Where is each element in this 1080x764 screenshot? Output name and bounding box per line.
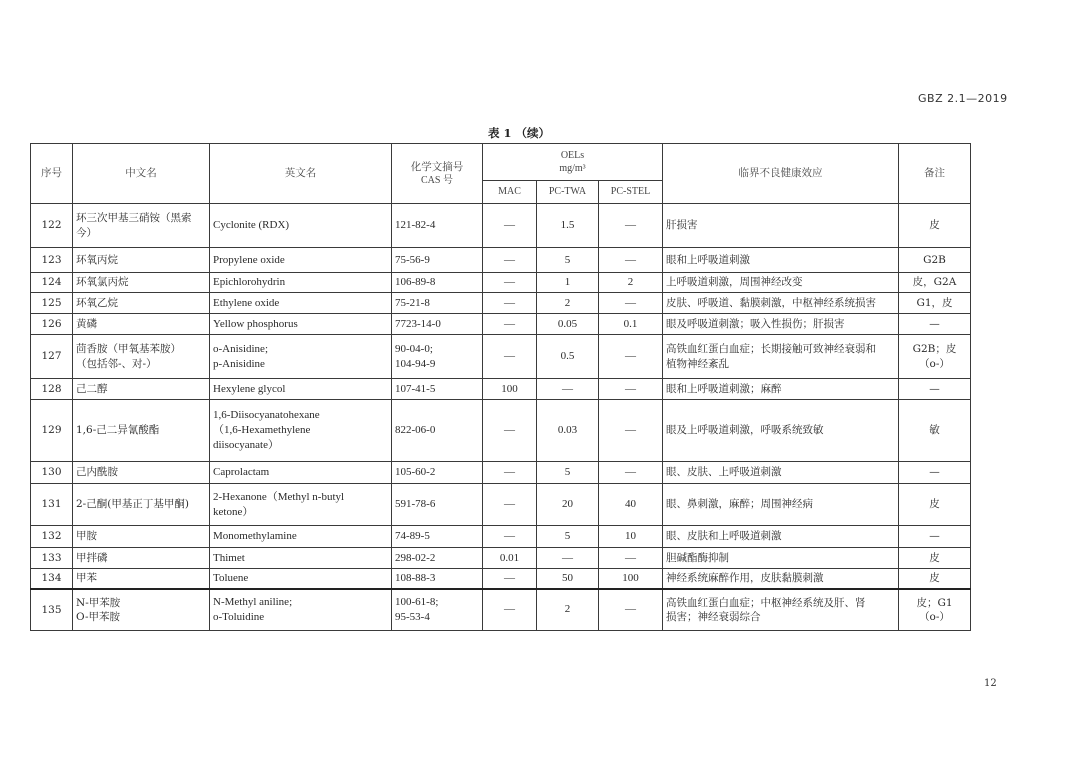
cell-pc-stel: [599, 379, 663, 400]
table-row: [31, 204, 971, 248]
cell-chinese-name-line: 甲拌磷: [76, 551, 108, 564]
cell-note-line: 皮: [929, 551, 940, 564]
header-english-name: 英文名: [210, 144, 392, 204]
cell-pc-stel-line: —: [625, 219, 636, 232]
cell-pc-twa-line: 50: [562, 571, 573, 584]
cell-pc-twa-line: 2: [564, 603, 571, 616]
cell-pc-twa: [537, 526, 599, 548]
cell-chinese-name: [73, 314, 210, 335]
table-row: [31, 548, 971, 569]
header-health-effect: 临界不良健康效应: [663, 144, 899, 204]
cell-english-name: [210, 462, 392, 484]
cell-no: [31, 400, 73, 462]
cell-mac-line: —: [504, 466, 515, 479]
cell-pc-stel: [599, 526, 663, 548]
cell-cas-line: 106-89-8: [395, 276, 436, 289]
cell-note-line: —: [929, 530, 940, 543]
header-pc-stel: PC-STEL: [599, 181, 663, 204]
table-row: [31, 589, 971, 631]
oel-table: [30, 143, 971, 631]
standard-code: GBZ 2.1—2019: [918, 92, 1008, 105]
cell-health-effect: [663, 589, 899, 631]
cell-mac: [483, 548, 537, 569]
cell-note: [899, 293, 971, 314]
cell-mac: [483, 273, 537, 293]
cell-cas-line: 95-53-4: [395, 610, 430, 623]
cell-english-name: [210, 569, 392, 589]
cell-pc-stel: [599, 462, 663, 484]
cell-pc-stel: [599, 204, 663, 248]
cell-mac-line: 100: [501, 382, 518, 395]
header-cas-line2: CAS 号: [421, 174, 453, 186]
cell-english-name: [210, 273, 392, 293]
cell-cas: [392, 548, 483, 569]
cell-health-effect-line: 神经系统麻醉作用，皮肤黏膜刺激: [666, 572, 824, 585]
cell-cas-line: 75-56-9: [395, 253, 430, 266]
cell-health-effect-line: 眼、鼻刺激，麻醉；周围神经病: [666, 498, 813, 511]
cell-mac-line: —: [504, 317, 515, 330]
cell-pc-stel-line: —: [625, 382, 636, 395]
table-row: [31, 484, 971, 526]
cell-pc-twa-line: 0.5: [560, 350, 575, 363]
cell-pc-twa-line: 0.05: [557, 317, 578, 330]
cell-english-name: [210, 548, 392, 569]
cell-english-name-line: p-Anisidine: [213, 357, 265, 370]
cell-chinese-name-line: 今）: [76, 226, 97, 239]
header-oels-unit: mg/m³: [559, 163, 586, 174]
cell-cas-line: 121-82-4: [395, 219, 436, 232]
cell-chinese-name-line: 环三次甲基三硝铵（黑索: [76, 212, 192, 225]
cell-mac-line: —: [504, 276, 515, 289]
cell-no-line: 128: [41, 382, 62, 395]
cell-chinese-name-line: 甲苯: [76, 572, 97, 585]
cell-chinese-name: [73, 569, 210, 589]
header-pc-twa: PC-TWA: [537, 181, 599, 204]
cell-no: [31, 484, 73, 526]
header-cas: [392, 144, 483, 204]
cell-pc-stel-line: —: [625, 551, 636, 564]
cell-english-name-line: Toluene: [213, 571, 249, 584]
cell-pc-stel: [599, 248, 663, 273]
cell-cas-line: 75-21-8: [395, 296, 430, 309]
cell-no: [31, 204, 73, 248]
cell-no-line: 133: [41, 551, 62, 564]
cell-health-effect: [663, 548, 899, 569]
cell-english-name: [210, 526, 392, 548]
cell-chinese-name: [73, 548, 210, 569]
cell-note-line: 皮；G1: [916, 596, 953, 609]
cell-pc-stel: [599, 484, 663, 526]
cell-pc-twa: [537, 314, 599, 335]
table-row: [31, 314, 971, 335]
cell-health-effect-line: 植物神经紊乱: [666, 357, 729, 370]
cell-no: [31, 248, 73, 273]
cell-english-name: [210, 204, 392, 248]
cell-mac: [483, 248, 537, 273]
cell-mac-line: —: [504, 219, 515, 232]
cell-chinese-name-line: 己内酰胺: [76, 466, 118, 479]
cell-mac: [483, 569, 537, 589]
cell-cas: [392, 526, 483, 548]
cell-mac-line: —: [504, 603, 515, 616]
cell-no: [31, 548, 73, 569]
cell-english-name-line: ketone）: [213, 505, 254, 518]
cell-english-name: [210, 589, 392, 631]
cell-chinese-name-line: （包括邻-、对-）: [76, 357, 157, 370]
cell-pc-twa: [537, 335, 599, 379]
cell-note-line: —: [929, 317, 940, 330]
cell-mac: [483, 589, 537, 631]
header-cas-line1: 化学文摘号: [410, 160, 464, 173]
cell-chinese-name: [73, 526, 210, 548]
cell-chinese-name-line: N-甲苯胺: [76, 596, 121, 609]
cell-health-effect-line: 眼、皮肤、上呼吸道刺激: [666, 466, 782, 479]
table-row: [31, 462, 971, 484]
cell-no: [31, 589, 73, 631]
cell-pc-twa-line: 20: [562, 498, 573, 511]
table-row: [31, 379, 971, 400]
cell-cas-line: 822-06-0: [395, 424, 436, 437]
cell-no: [31, 379, 73, 400]
cell-note: [899, 335, 971, 379]
cell-pc-twa-line: —: [562, 551, 573, 564]
cell-note: [899, 589, 971, 631]
cell-mac-line: —: [504, 350, 515, 363]
table-row: [31, 248, 971, 273]
cell-pc-twa-line: 5: [564, 253, 571, 266]
cell-cas-line: 104-94-9: [395, 357, 436, 370]
cell-english-name: [210, 335, 392, 379]
cell-no-line: 132: [41, 530, 62, 543]
cell-note: [899, 548, 971, 569]
cell-pc-twa: [537, 569, 599, 589]
cell-english-name-line: 2-Hexanone（Methyl n-butyl: [213, 490, 345, 503]
cell-english-name-line: Yellow phosphorus: [213, 317, 298, 330]
cell-pc-twa-line: —: [562, 382, 573, 395]
cell-pc-stel: [599, 293, 663, 314]
cell-chinese-name: [73, 462, 210, 484]
cell-pc-twa-line: 1: [564, 276, 571, 289]
cell-note: [899, 204, 971, 248]
cell-mac-line: —: [504, 296, 515, 309]
cell-health-effect-line: 肝损害: [666, 219, 698, 232]
cell-english-name: [210, 484, 392, 526]
cell-english-name-line: Cyclonite (RDX): [213, 219, 290, 232]
cell-note: [899, 569, 971, 589]
cell-health-effect-line: 高铁血红蛋白血症；中枢神经系统及肝、肾: [666, 596, 866, 609]
cell-pc-stel: [599, 589, 663, 631]
cell-note-line: G2B: [923, 253, 946, 266]
cell-mac: [483, 314, 537, 335]
cell-chinese-name-line: 环氧乙烷: [76, 296, 118, 309]
cell-health-effect: [663, 248, 899, 273]
cell-cas-line: 298-02-2: [395, 551, 436, 564]
cell-note: [899, 526, 971, 548]
cell-chinese-name-line: 环氧氯丙烷: [76, 276, 129, 289]
cell-mac: [483, 379, 537, 400]
cell-english-name-line: Caprolactam: [213, 466, 270, 479]
cell-cas: [392, 273, 483, 293]
cell-pc-stel-line: 40: [625, 498, 636, 511]
table-title: 表 1 （续）: [488, 126, 551, 140]
cell-english-name: [210, 248, 392, 273]
cell-health-effect: [663, 569, 899, 589]
cell-cas: [392, 589, 483, 631]
cell-pc-twa: [537, 548, 599, 569]
cell-english-name-line: Hexylene glycol: [213, 382, 286, 395]
cell-health-effect: [663, 462, 899, 484]
cell-pc-twa-line: 5: [564, 466, 571, 479]
cell-cas: [392, 462, 483, 484]
page-number: 12: [984, 678, 997, 689]
cell-pc-twa: [537, 204, 599, 248]
cell-english-name-line: Monomethylamine: [213, 530, 297, 543]
cell-english-name: [210, 400, 392, 462]
table-row: [31, 400, 971, 462]
cell-pc-stel: [599, 273, 663, 293]
cell-no-line: 129: [41, 424, 62, 437]
cell-no-line: 122: [41, 219, 62, 232]
cell-note: [899, 400, 971, 462]
cell-pc-twa-line: 1.5: [560, 219, 575, 232]
cell-mac-line: —: [504, 571, 515, 584]
cell-english-name-line: Epichlorohydrin: [213, 276, 286, 289]
cell-english-name: [210, 314, 392, 335]
cell-mac: [483, 335, 537, 379]
cell-mac: [483, 462, 537, 484]
cell-pc-twa: [537, 400, 599, 462]
cell-pc-stel-line: 2: [627, 276, 634, 289]
cell-cas: [392, 400, 483, 462]
cell-note-line: 敏: [929, 424, 940, 437]
cell-no: [31, 314, 73, 335]
header-no: 序号: [31, 144, 73, 204]
cell-no-line: 135: [41, 603, 62, 616]
cell-note: [899, 462, 971, 484]
cell-chinese-name-line: 环氧丙烷: [76, 253, 118, 266]
cell-cas-line: 105-60-2: [395, 466, 436, 479]
cell-health-effect: [663, 273, 899, 293]
cell-english-name-line: Ethylene oxide: [213, 296, 280, 309]
cell-chinese-name: [73, 248, 210, 273]
cell-note-line: —: [929, 466, 940, 479]
table-row: [31, 293, 971, 314]
cell-health-effect: [663, 314, 899, 335]
cell-no-line: 124: [41, 276, 62, 289]
cell-pc-twa: [537, 273, 599, 293]
cell-cas: [392, 335, 483, 379]
cell-pc-twa: [537, 589, 599, 631]
cell-english-name-line: Thimet: [213, 551, 245, 564]
cell-chinese-name-line: O-甲苯胺: [76, 610, 121, 623]
cell-note-line: G1，皮: [916, 296, 953, 309]
cell-cas-line: 108-88-3: [395, 571, 436, 584]
cell-health-effect: [663, 335, 899, 379]
cell-no: [31, 462, 73, 484]
cell-mac-line: —: [504, 424, 515, 437]
header-oels-line1: OELs: [560, 149, 585, 161]
cell-cas-line: 7723-14-0: [395, 317, 441, 330]
cell-english-name: [210, 379, 392, 400]
cell-cas: [392, 484, 483, 526]
cell-pc-stel-line: —: [625, 466, 636, 479]
cell-mac: [483, 204, 537, 248]
cell-health-effect: [663, 293, 899, 314]
table-body: [31, 204, 971, 631]
cell-english-name-line: o-Toluidine: [213, 610, 265, 623]
cell-mac-line: —: [504, 253, 515, 266]
cell-pc-stel-line: —: [625, 296, 636, 309]
cell-no-line: 131: [41, 498, 62, 511]
cell-pc-twa-line: 0.03: [557, 424, 578, 437]
cell-cas: [392, 569, 483, 589]
cell-no-line: 130: [41, 466, 62, 479]
cell-chinese-name: [73, 335, 210, 379]
cell-pc-twa: [537, 484, 599, 526]
cell-english-name-line: N-Methyl aniline;: [213, 595, 293, 608]
header-mac: MAC: [483, 181, 537, 204]
cell-note-line: 皮: [929, 498, 940, 511]
cell-pc-stel-line: —: [625, 424, 636, 437]
cell-note-line: 皮: [929, 219, 940, 232]
cell-health-effect-line: 眼和上呼吸道刺激；麻醉: [666, 382, 782, 395]
cell-health-effect: [663, 484, 899, 526]
cell-health-effect-line: 眼及呼吸道刺激；吸入性损伤；肝损害: [666, 317, 845, 330]
cell-chinese-name-line: 2-己酮(甲基正丁基甲酮): [76, 498, 189, 511]
cell-cas: [392, 314, 483, 335]
cell-health-effect-line: 上呼吸道刺激，周围神经改变: [666, 276, 803, 289]
cell-chinese-name: [73, 273, 210, 293]
cell-cas: [392, 204, 483, 248]
cell-health-effect-line: 眼及上呼吸道刺激，呼吸系统致敏: [666, 424, 824, 437]
cell-pc-twa-line: 2: [564, 296, 571, 309]
cell-no: [31, 273, 73, 293]
cell-mac: [483, 484, 537, 526]
cell-pc-stel: [599, 335, 663, 379]
cell-mac-line: —: [504, 498, 515, 511]
cell-note: [899, 248, 971, 273]
cell-health-effect-line: 损害；神经衰弱综合: [666, 610, 761, 623]
cell-no: [31, 569, 73, 589]
cell-english-name-line: （1,6-Hexamethylene: [213, 424, 311, 437]
header-chinese-name: 中文名: [73, 144, 210, 204]
cell-no-line: 134: [41, 572, 62, 585]
table-row: [31, 569, 971, 589]
cell-no-line: 123: [41, 253, 62, 266]
cell-cas: [392, 248, 483, 273]
header-oels: [483, 144, 663, 181]
table-row: [31, 273, 971, 293]
cell-mac: [483, 526, 537, 548]
cell-cas-line: 591-78-6: [395, 498, 436, 511]
cell-note-line: 皮: [929, 572, 940, 585]
cell-cas-line: 90-04-0;: [395, 342, 433, 355]
cell-health-effect: [663, 379, 899, 400]
cell-cas: [392, 293, 483, 314]
cell-chinese-name: [73, 400, 210, 462]
cell-note-line: （o-）: [919, 610, 950, 623]
cell-pc-stel: [599, 548, 663, 569]
cell-chinese-name-line: 甲胺: [76, 530, 97, 543]
cell-health-effect: [663, 204, 899, 248]
table-row: [31, 526, 971, 548]
cell-pc-stel: [599, 400, 663, 462]
cell-chinese-name: [73, 293, 210, 314]
cell-note-line: 皮，G2A: [912, 276, 957, 289]
cell-note: [899, 314, 971, 335]
cell-mac-line: 0.01: [499, 551, 520, 564]
cell-pc-stel-line: 100: [622, 571, 639, 584]
cell-chinese-name-line: 己二醇: [76, 382, 108, 395]
cell-pc-twa-line: 5: [564, 530, 571, 543]
cell-chinese-name-line: 1,6-己二异氰酸酯: [76, 424, 160, 437]
cell-pc-twa: [537, 248, 599, 273]
cell-english-name: [210, 293, 392, 314]
cell-cas: [392, 379, 483, 400]
cell-mac: [483, 293, 537, 314]
cell-english-name-line: o-Anisidine;: [213, 342, 268, 355]
cell-note-line: —: [929, 382, 940, 395]
cell-health-effect-line: 眼和上呼吸道刺激: [666, 253, 750, 266]
cell-chinese-name: [73, 204, 210, 248]
cell-chinese-name-line: 黄磷: [76, 317, 97, 330]
cell-chinese-name-line: 茴香胺（甲氧基苯胺）: [76, 343, 181, 356]
cell-note: [899, 379, 971, 400]
cell-english-name-line: 1,6-Diisocyanatohexane: [213, 409, 320, 422]
cell-health-effect: [663, 526, 899, 548]
cell-pc-stel-line: —: [625, 350, 636, 363]
cell-chinese-name: [73, 379, 210, 400]
cell-health-effect-line: 眼、皮肤和上呼吸道刺激: [666, 530, 782, 543]
cell-no: [31, 293, 73, 314]
cell-mac-line: —: [504, 530, 515, 543]
cell-note: [899, 484, 971, 526]
cell-health-effect: [663, 400, 899, 462]
cell-pc-twa: [537, 293, 599, 314]
header-note: 备注: [899, 144, 971, 204]
cell-pc-stel: [599, 569, 663, 589]
cell-pc-stel-line: —: [625, 603, 636, 616]
cell-note: [899, 273, 971, 293]
cell-pc-stel-line: 10: [625, 530, 636, 543]
cell-pc-twa: [537, 462, 599, 484]
cell-no: [31, 526, 73, 548]
cell-chinese-name: [73, 589, 210, 631]
cell-english-name-line: Propylene oxide: [213, 253, 285, 266]
cell-pc-stel-line: —: [625, 253, 636, 266]
cell-cas-line: 107-41-5: [395, 382, 436, 395]
cell-chinese-name: [73, 484, 210, 526]
cell-health-effect-line: 高铁血红蛋白血症；长期接触可致神经衰弱和: [666, 343, 876, 356]
cell-note-line: G2B；皮: [912, 343, 957, 356]
cell-mac: [483, 400, 537, 462]
cell-health-effect-line: 皮肤、呼吸道、黏膜刺激，中枢神经系统损害: [666, 296, 876, 309]
table-row: [31, 335, 971, 379]
cell-cas-line: 100-61-8;: [395, 595, 439, 608]
cell-english-name-line: diisocyanate）: [213, 438, 279, 451]
cell-no-line: 127: [41, 350, 62, 363]
cell-health-effect-line: 胆碱酯酶抑制: [666, 551, 729, 564]
cell-no: [31, 335, 73, 379]
cell-pc-stel-line: 0.1: [623, 317, 638, 330]
cell-no-line: 125: [41, 296, 62, 309]
cell-note-line: （o-）: [919, 357, 950, 370]
cell-pc-stel: [599, 314, 663, 335]
cell-cas-line: 74-89-5: [395, 530, 430, 543]
cell-pc-twa: [537, 379, 599, 400]
cell-no-line: 126: [41, 317, 62, 330]
